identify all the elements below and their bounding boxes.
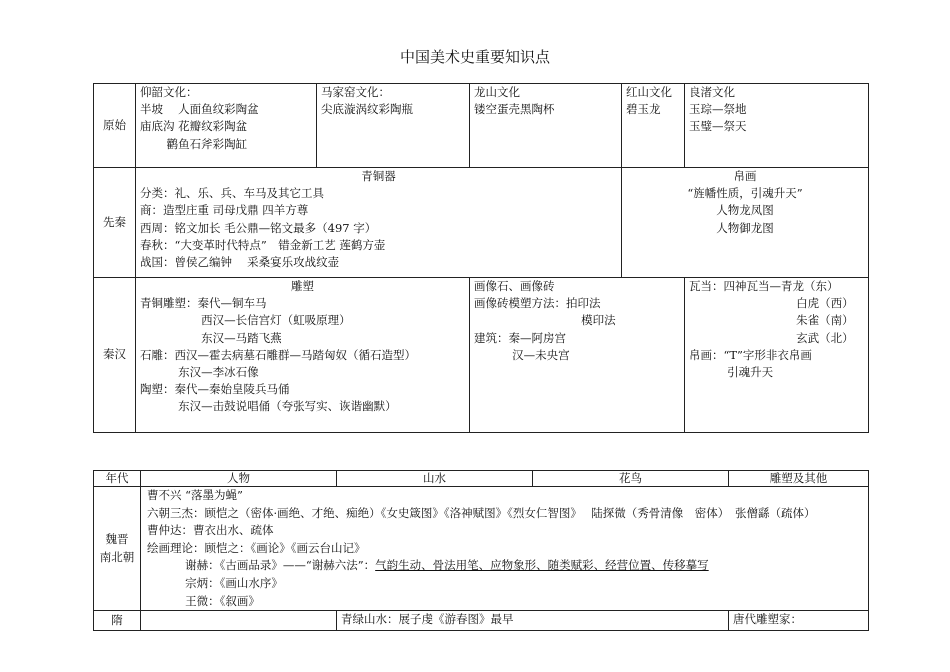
header-figure: 人物: [141, 471, 337, 487]
era-sui: 隋: [94, 611, 141, 631]
silk-line: 人物龙凤图: [716, 203, 774, 218]
art-history-table-later: [93, 470, 869, 631]
era-qinhan: 秦汉: [94, 278, 136, 433]
cell-silk-painting: [622, 168, 869, 278]
cell-yangshao: [136, 84, 317, 168]
cell-sculpture: [136, 278, 470, 433]
sculpture-line: 青铜雕塑：秦代—铜车马: [140, 296, 267, 311]
tiles-line: 引魂升天: [689, 365, 774, 380]
stone-line: 模印法: [474, 313, 616, 328]
row-qinhan: [94, 278, 869, 433]
cell-stone-relief: [470, 278, 685, 433]
era-weijin-line: 南北朝: [99, 549, 135, 564]
bronze-line: 分类：礼、乐、兵、车马及其它工具: [140, 186, 324, 201]
header-era: 年代: [94, 471, 141, 487]
row-primitive: [94, 84, 869, 168]
bronze-line: 战国：曾侯乙编钟 采桑宴乐攻战纹壶: [140, 255, 340, 270]
weijin-line: 六朝三杰：顾恺之（密体·画绝、才绝、痴绝）《女史箴图》《洛神赋图》《烈女仁智图》 陆探微（秀骨清像 密体） 张僧繇（疏体）: [147, 505, 816, 520]
silk-title: 帛画: [733, 169, 757, 183]
cell-sui-figure: [141, 611, 337, 631]
liangzhu-line: 良渚文化: [689, 85, 735, 99]
tiles-line: 瓦当：四神瓦当—青龙（东）: [689, 279, 839, 293]
header-landscape: 山水: [337, 471, 533, 487]
weijin-line: 曹仲达：曹衣出水、疏体: [147, 523, 274, 538]
cell-bronze: [136, 168, 622, 278]
bronze-title: 青铜器: [361, 169, 396, 183]
silk-line: “旌幡性质，引魂升天”: [687, 186, 803, 201]
longshan-line: 龙山文化: [474, 85, 520, 99]
sculpture-title: 雕塑: [291, 279, 314, 293]
bronze-line: 西周：铭文加长 毛公鼎—铭文最多（497 字）: [140, 220, 377, 235]
era-primitive: 原始: [94, 84, 136, 168]
yangshao-line: 仰韶文化：: [140, 85, 198, 99]
row-weijin: [94, 487, 869, 611]
yangshao-line: 半坡 人面鱼纹彩陶盆: [140, 102, 259, 117]
era-weijin-line: 魏晋: [105, 531, 129, 546]
sculpture-line: 陶塑：秦代—秦始皇陵兵马俑: [140, 382, 290, 397]
majiayao-line: 尖底漩涡纹彩陶瓶: [321, 102, 413, 117]
sculpture-line: 东汉—李冰石像: [140, 365, 259, 380]
era-weijin: [94, 487, 141, 611]
stone-line: 画像石、画像砖: [474, 279, 555, 293]
era-preqin: 先秦: [94, 168, 136, 278]
hongshan-line: 碧玉龙: [626, 102, 661, 117]
weijin-line: 王微：《叙画》: [147, 593, 260, 608]
cell-sui-landscape: 青绿山水：展子虔《游春图》最早: [337, 611, 729, 631]
stone-line: 建筑：秦—阿房宫: [474, 330, 566, 345]
cell-hongshan: [622, 84, 685, 168]
bronze-line: 商：造型庄重 司母戊鼎 四羊方尊: [140, 203, 309, 218]
tiles-line: 帛画：“T”字形非衣帛画: [689, 347, 812, 362]
cell-longshan: [470, 84, 622, 168]
weijin-line: 曹不兴 “落墨为蝇”: [147, 488, 243, 502]
longshan-line: 镂空蛋壳黑陶杯: [474, 102, 555, 117]
cell-sui-sculpture: 唐代雕塑家：: [729, 611, 869, 631]
tiles-line: 玄武（北）: [689, 330, 854, 345]
six-principles: 气韵生动、骨法用笔、应物象形、随类赋彩、经营位置、传移摹写: [375, 558, 709, 573]
hongshan-line: 红山文化: [626, 85, 672, 99]
xiehe-prefix: 谢赫：《古画品录》——“谢赫六法”：: [147, 558, 376, 573]
sculpture-line: 石雕：西汉—霍去病墓石雕群—马踏匈奴（循石造型）: [140, 347, 416, 362]
sculpture-line: 东汉—马踏飞燕: [140, 330, 282, 345]
bronze-line: 春秋：“大变革时代特点” 错金新工艺 莲鹤方壶: [140, 237, 386, 252]
page-title: 中国美术史重要知识点: [399, 48, 550, 66]
weijin-line: 绘画理论：顾恺之：《画论》《画云台山记》: [147, 540, 366, 555]
row-sui: [94, 611, 869, 631]
tiles-line: 白虎（西）: [689, 296, 854, 311]
cell-tiles: [685, 278, 869, 433]
header-row: [94, 471, 869, 487]
stone-line: 画像砖模塑方法：拍印法: [474, 296, 601, 311]
liangzhu-line: 玉琮—祭地: [689, 102, 747, 117]
cell-weijin-content: [141, 487, 869, 611]
sculpture-line: 东汉—击鼓说唱俑（夸张写实、诙谐幽默）: [140, 399, 397, 414]
liangzhu-line: 玉璧—祭天: [689, 119, 747, 134]
yangshao-line: 庙底沟 花瓣纹彩陶盆: [140, 119, 248, 134]
weijin-xiehe-line: [147, 557, 864, 575]
stone-line: 汉—未央宫: [474, 347, 570, 362]
majiayao-line: 马家窑文化：: [321, 85, 390, 99]
silk-line: 人物御龙图: [716, 220, 774, 235]
weijin-line: 宗炳：《画山水序》: [147, 575, 283, 590]
art-history-table-early: [93, 83, 869, 433]
header-sculpture-other: 雕塑及其他: [729, 471, 869, 487]
tiles-line: 朱雀（南）: [689, 313, 854, 328]
header-bird-flower: 花鸟: [533, 471, 729, 487]
yangshao-line: 鹳鱼石斧彩陶缸: [140, 136, 248, 151]
cell-liangzhu: [685, 84, 869, 168]
cell-majiayao: [317, 84, 470, 168]
row-preqin: [94, 168, 869, 278]
sculpture-line: 西汉—长信宫灯（虹吸原理）: [140, 313, 351, 328]
